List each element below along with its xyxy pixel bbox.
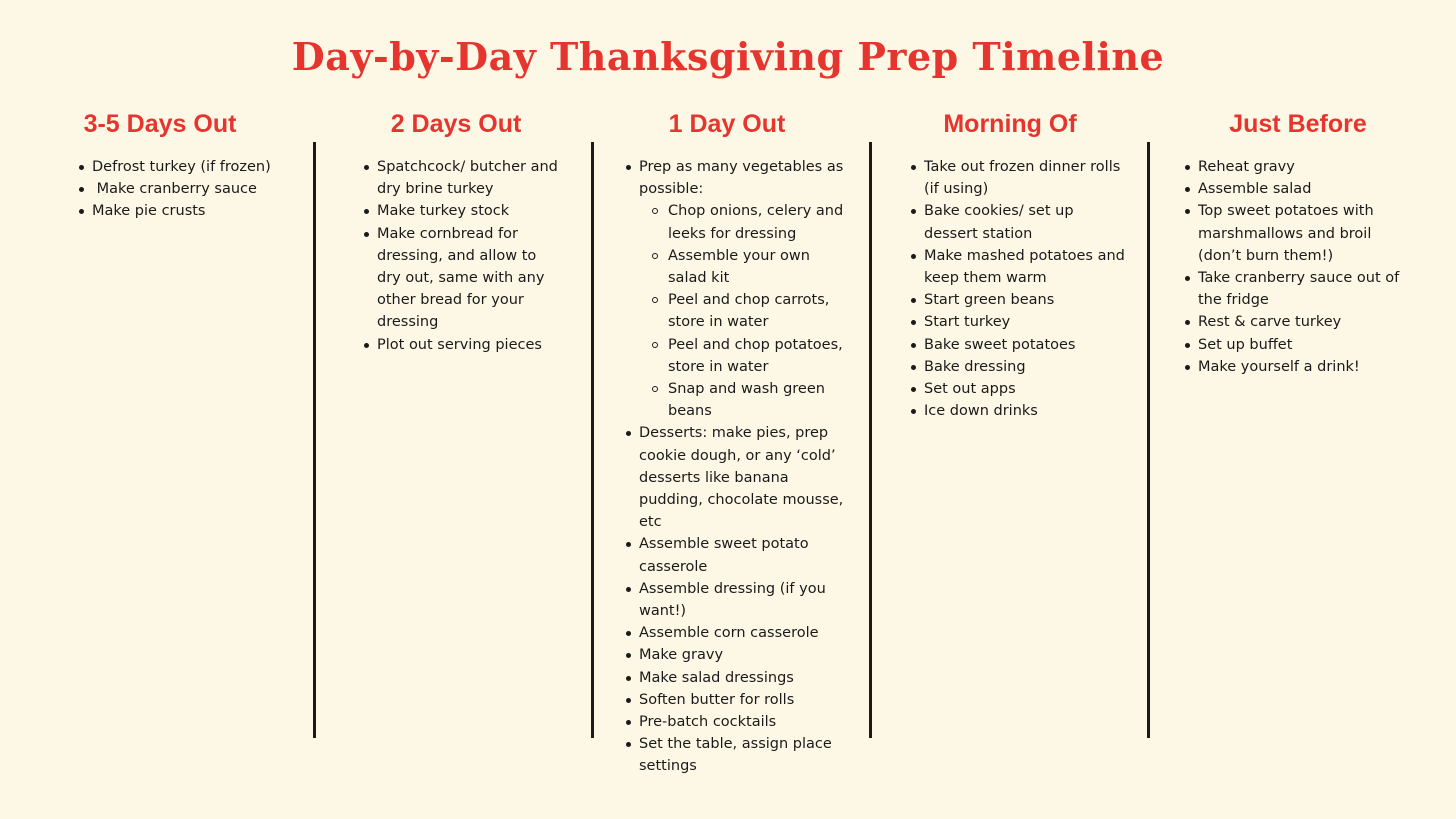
column-2-days-out xyxy=(316,110,596,353)
list-item-text: Make cranberry sauce xyxy=(92,181,257,198)
list-item-text: Desserts: make pies, prep cookie dough, or any ‘cold’ desserts like banana pudding, chocolate mousse, etc xyxy=(639,425,848,531)
sub-list-item: Snap and wash green beans xyxy=(651,378,852,422)
column-3-5-days-out xyxy=(20,110,300,220)
list-item-text: Soften butter for rolls xyxy=(639,691,795,708)
list-item xyxy=(909,356,1131,378)
column-heading: 1 Day Out xyxy=(668,110,786,138)
column-1-day-out xyxy=(587,110,867,775)
column-divider xyxy=(869,142,872,738)
list-item-text: Top sweet potatoes with marshmallows and broil (don’t burn them!) xyxy=(1198,203,1379,264)
list-item xyxy=(909,245,1131,289)
list-item xyxy=(909,334,1131,356)
list-item-text: Pre-batch cocktails xyxy=(639,714,777,731)
list-item xyxy=(362,156,562,200)
list-item xyxy=(77,200,277,222)
sub-list-item: Peel and chop carrots, store in water xyxy=(651,289,852,333)
list-item-text: Assemble dressing (if you want!) xyxy=(639,580,831,620)
list-item-text: Start turkey xyxy=(924,314,1011,331)
list-item-text: Make pie crusts xyxy=(92,203,206,220)
list-item xyxy=(1183,356,1415,378)
list-item xyxy=(909,311,1131,333)
list-item xyxy=(909,400,1131,422)
list-item xyxy=(624,711,852,733)
column-heading: 2 Days Out xyxy=(390,110,522,138)
list-item xyxy=(909,378,1131,400)
list-item xyxy=(1183,178,1415,200)
task-list xyxy=(624,156,852,778)
list-item-text: Spatchcock/ butcher and dry brine turkey xyxy=(377,159,563,198)
list-item-text: Make turkey stock xyxy=(377,203,510,220)
list-item-text: Take cranberry sauce out of the fridge xyxy=(1198,270,1404,309)
list-item xyxy=(77,156,277,178)
task-list xyxy=(362,156,562,356)
list-item-text: Set out apps xyxy=(924,381,1016,398)
list-item-text: Bake dressing xyxy=(924,358,1026,375)
list-item-text: Defrost turkey (if frozen) xyxy=(92,159,271,175)
list-item-text: Plot out serving pieces xyxy=(377,336,542,353)
list-item xyxy=(1183,200,1415,267)
sub-list-item: Assemble your own salad kit xyxy=(651,245,852,289)
page-title: Day-by-Day Thanksgiving Prep Timeline xyxy=(291,34,1165,79)
list-item xyxy=(909,156,1131,200)
list-item-text: Make yourself a drink! xyxy=(1198,358,1360,375)
sub-task-list xyxy=(651,200,852,422)
list-item xyxy=(1183,156,1415,178)
column-heading: Just Before xyxy=(1229,110,1367,138)
list-item xyxy=(624,422,852,533)
list-item-text: Ice down drinks xyxy=(924,403,1038,420)
list-item xyxy=(624,689,852,711)
list-item-text: Make mashed potatoes and keep them warm xyxy=(924,247,1130,287)
list-item-text: Bake cookies/ set up dessert station xyxy=(924,203,1079,242)
column-morning-of xyxy=(870,110,1150,420)
column-heading: Morning Of xyxy=(943,110,1077,138)
list-item-text: Set up buffet xyxy=(1198,336,1293,353)
list-item xyxy=(1183,267,1415,311)
list-item-text: Reheat gravy xyxy=(1198,159,1295,175)
column-divider xyxy=(313,142,316,738)
task-list xyxy=(1183,156,1415,378)
list-item xyxy=(624,644,852,666)
list-item-text: Make cornbread for dressing, and allow to dry out, same with any other bread for your dressing xyxy=(377,225,550,331)
list-item-text: Make salad dressings xyxy=(639,669,794,686)
list-item xyxy=(624,156,852,422)
list-item xyxy=(624,533,852,577)
list-item xyxy=(362,200,562,222)
list-item-text: Assemble sweet potato casserole xyxy=(639,536,814,575)
list-item xyxy=(624,622,852,644)
list-item xyxy=(362,223,562,334)
list-item-text: Prep as many vegetables as possible: xyxy=(639,159,848,198)
list-item xyxy=(909,289,1131,311)
sub-list-item: Chop onions, celery and leeks for dressing xyxy=(651,200,852,244)
list-item xyxy=(624,578,852,622)
task-list xyxy=(77,156,277,223)
list-item-text: Assemble salad xyxy=(1198,181,1312,198)
column-divider xyxy=(591,142,594,738)
list-item xyxy=(1183,334,1415,356)
column-heading: 3-5 Days Out xyxy=(83,110,237,138)
list-item xyxy=(909,200,1131,244)
list-item-text: Assemble corn casserole xyxy=(639,625,819,642)
list-item-text: Set the table, assign place settings xyxy=(639,736,837,775)
list-item xyxy=(624,733,852,777)
list-item xyxy=(362,334,562,356)
list-item xyxy=(624,667,852,689)
task-list xyxy=(909,156,1131,422)
list-item-text: Take out frozen dinner rolls (if using) xyxy=(924,159,1125,198)
column-divider xyxy=(1147,142,1150,738)
list-item-text: Start green beans xyxy=(924,292,1055,309)
sub-list-item: Peel and chop potatoes, store in water xyxy=(651,334,852,378)
list-item-text: Make gravy xyxy=(639,647,724,664)
list-item-text: Rest & carve turkey xyxy=(1198,314,1342,331)
list-item xyxy=(77,178,277,200)
list-item xyxy=(1183,311,1415,333)
list-item-text: Bake sweet potatoes xyxy=(924,336,1076,353)
column-just-before xyxy=(1158,110,1438,375)
